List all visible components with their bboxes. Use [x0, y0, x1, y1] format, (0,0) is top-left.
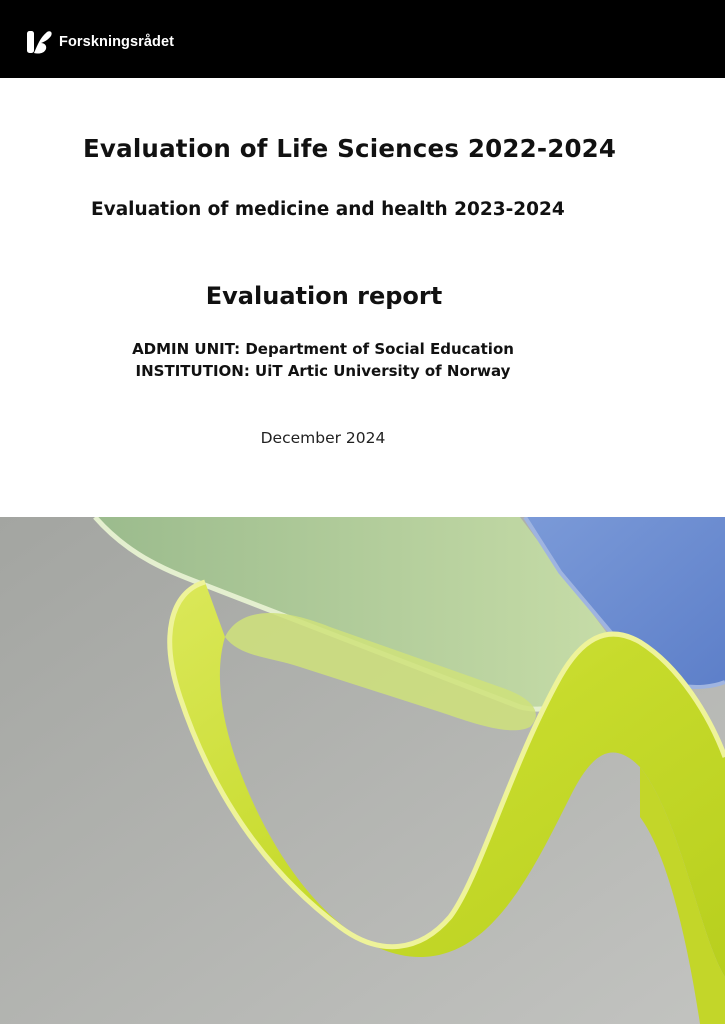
report-date: December 2024	[260, 429, 386, 447]
document-title: Evaluation of Life Sciences 2022-2024	[83, 134, 617, 163]
forskningsradet-logo-icon	[26, 28, 53, 55]
logo-text: Forskningsrådet	[59, 33, 175, 50]
header-bar	[0, 0, 725, 78]
institution: INSTITUTION: UiT Artic University of Norway	[135, 362, 511, 380]
admin-unit: ADMIN UNIT: Department of Social Education	[132, 340, 514, 358]
document-subtitle: Evaluation of medicine and health 2023-2024	[91, 199, 565, 220]
report-type: Evaluation report	[205, 282, 443, 310]
cover-artwork	[0, 517, 725, 1024]
logo	[26, 28, 174, 55]
